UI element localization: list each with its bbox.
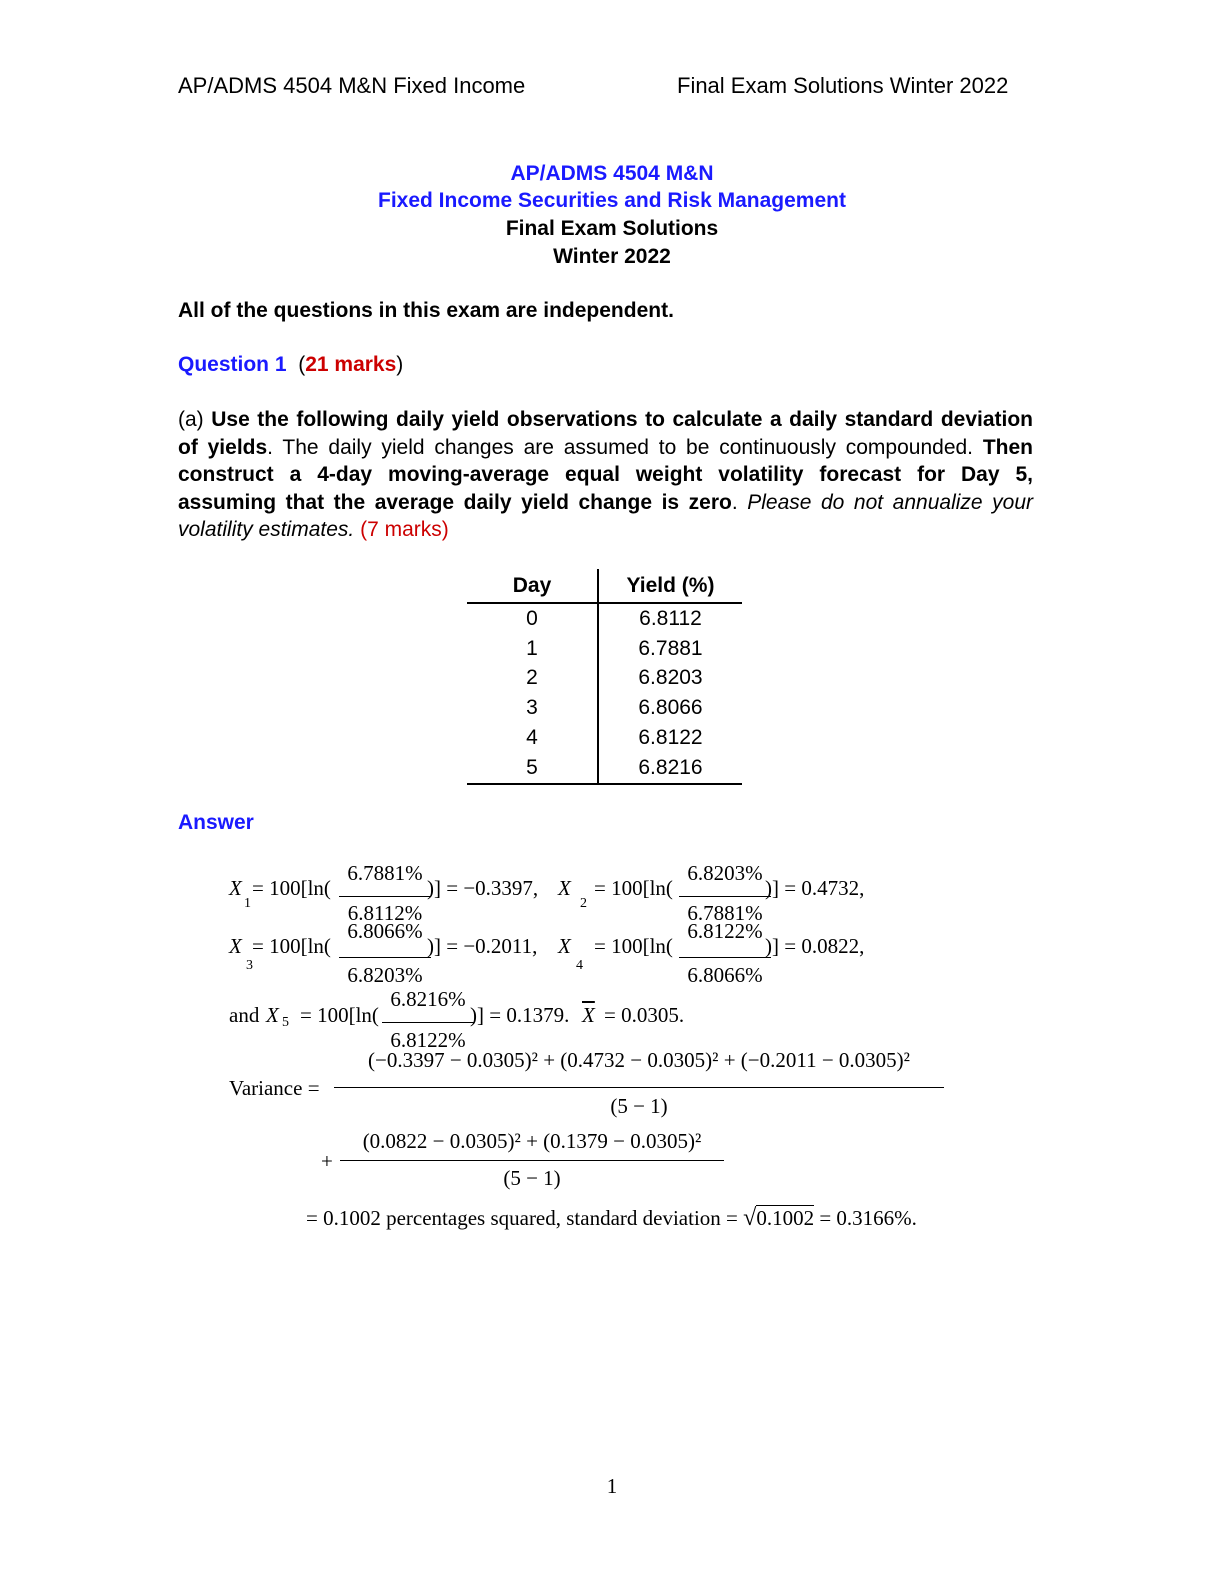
part-a-prefix: (a) [178, 408, 204, 431]
eq-prefix: = 100[ln( [252, 876, 331, 900]
x5-denominator: 6.8122% [390, 1028, 466, 1052]
cell-day: 4 [467, 723, 598, 753]
variance-numerator-2: (0.0822 − 0.0305)² + (0.1379 − 0.0305)² [362, 1129, 702, 1153]
table-row [467, 664, 742, 694]
table-row [467, 634, 742, 664]
result-line: = 0.1002 percentages squared, standard deviation = √0.1002 = 0.3166%. [306, 1205, 917, 1231]
xbar-value: = 0.0305. [604, 1003, 685, 1027]
title-subject: Fixed Income Securities and Risk Management [378, 189, 846, 212]
cell-day: 3 [467, 693, 598, 723]
x5-result: )] = 0.1379. [470, 1003, 570, 1027]
cell-day: 2 [467, 664, 598, 694]
x4-denominator: 6.8066% [687, 963, 763, 987]
title-term: Winter 2022 [553, 245, 671, 268]
page-number: 1 [606, 1474, 618, 1498]
result-text-a: = 0.1002 percentages squared, standard deviation = [306, 1206, 744, 1230]
question-heading: Question 1 (21 marks) [178, 353, 404, 376]
part-a-italic: Please do not annualize your volatility estimates. [178, 490, 1033, 541]
variance-label: Variance = [229, 1076, 320, 1100]
cell-yield: 6.8203 [638, 666, 703, 690]
table-header-yield: Yield (%) [598, 569, 742, 603]
part-a-bold1: Use the following daily yield observations to calculate a daily standard deviation of yields [178, 408, 1033, 459]
variance-denominator-1: (5 − 1) [610, 1094, 668, 1118]
part-a-normal2: . [731, 490, 738, 514]
yield-table [467, 569, 742, 785]
and-word: and [229, 1003, 260, 1027]
variance-denominator-2: (5 − 1) [503, 1166, 561, 1190]
cell-day: 1 [467, 634, 598, 664]
eq-prefix: = 100[ln( [594, 934, 673, 958]
table-row [467, 603, 742, 634]
part-a-normal1: . The daily yield changes are assumed to be continuously compounded. [267, 435, 983, 459]
question-marks: 21 marks [305, 353, 397, 376]
plus-sign: + [321, 1149, 333, 1173]
x2-result: )] = 0.4732, [765, 876, 865, 900]
cell-day: 0 [467, 603, 598, 634]
table-row [467, 723, 742, 753]
header-right: Final Exam Solutions Winter 2022 [677, 73, 1009, 98]
cell-yield: 6.8122 [638, 726, 703, 750]
x3-result: )] = −0.2011, [427, 934, 538, 958]
x4-result: )] = 0.0822, [765, 934, 865, 958]
cell-day: 5 [467, 753, 598, 784]
sqrt-value: 0.1002 [756, 1206, 815, 1230]
header-left: AP/ADMS 4504 M&N Fixed Income [178, 73, 526, 98]
answer-label: Answer [178, 811, 254, 834]
title-course: AP/ADMS 4504 M&N [510, 162, 714, 185]
x1-result: )] = −0.3397, [427, 876, 539, 900]
cell-yield: 6.8066 [638, 696, 703, 720]
part-a-marks: (7 marks) [360, 518, 449, 541]
table-row [467, 753, 742, 784]
x3-numerator: 6.8066% [347, 919, 423, 943]
question-label: Question 1 [178, 353, 287, 376]
x4-numerator: 6.8122% [687, 919, 763, 943]
cell-yield: 6.8216 [598, 753, 742, 784]
part-a-text [178, 406, 1033, 544]
x5-numerator: 6.8216% [390, 987, 466, 1011]
table-header-day: Day [467, 569, 598, 603]
x1-denominator: 6.8112% [347, 901, 423, 925]
x1-numerator: 6.7881% [347, 861, 423, 885]
eq-prefix: = 100[ln( [594, 876, 673, 900]
part-a-bold2: Then construct a 4-day moving-average equal weight volatility forecast for Day 5, assuming that the average daily yield change is zero [178, 435, 1033, 514]
variance-numerator-1: (−0.3397 − 0.0305)² + (0.4732 − 0.0305)² + (−0.2011 − 0.0305)² [368, 1048, 910, 1072]
title-exam: Final Exam Solutions [505, 217, 719, 240]
cell-yield: 6.8112 [639, 606, 702, 630]
eq-prefix: = 100[ln( [252, 934, 331, 958]
table-row [467, 693, 742, 723]
x2-denominator: 6.7881% [687, 901, 763, 925]
cell-yield: 6.7881 [638, 636, 703, 660]
result-text-b: = 0.3166%. [814, 1206, 917, 1230]
intro-text: All of the questions in this exam are independent. [178, 299, 674, 322]
eq-prefix: = 100[ln( [300, 1003, 379, 1027]
x3-denominator: 6.8203% [347, 963, 423, 987]
x2-numerator: 6.8203% [687, 861, 763, 885]
